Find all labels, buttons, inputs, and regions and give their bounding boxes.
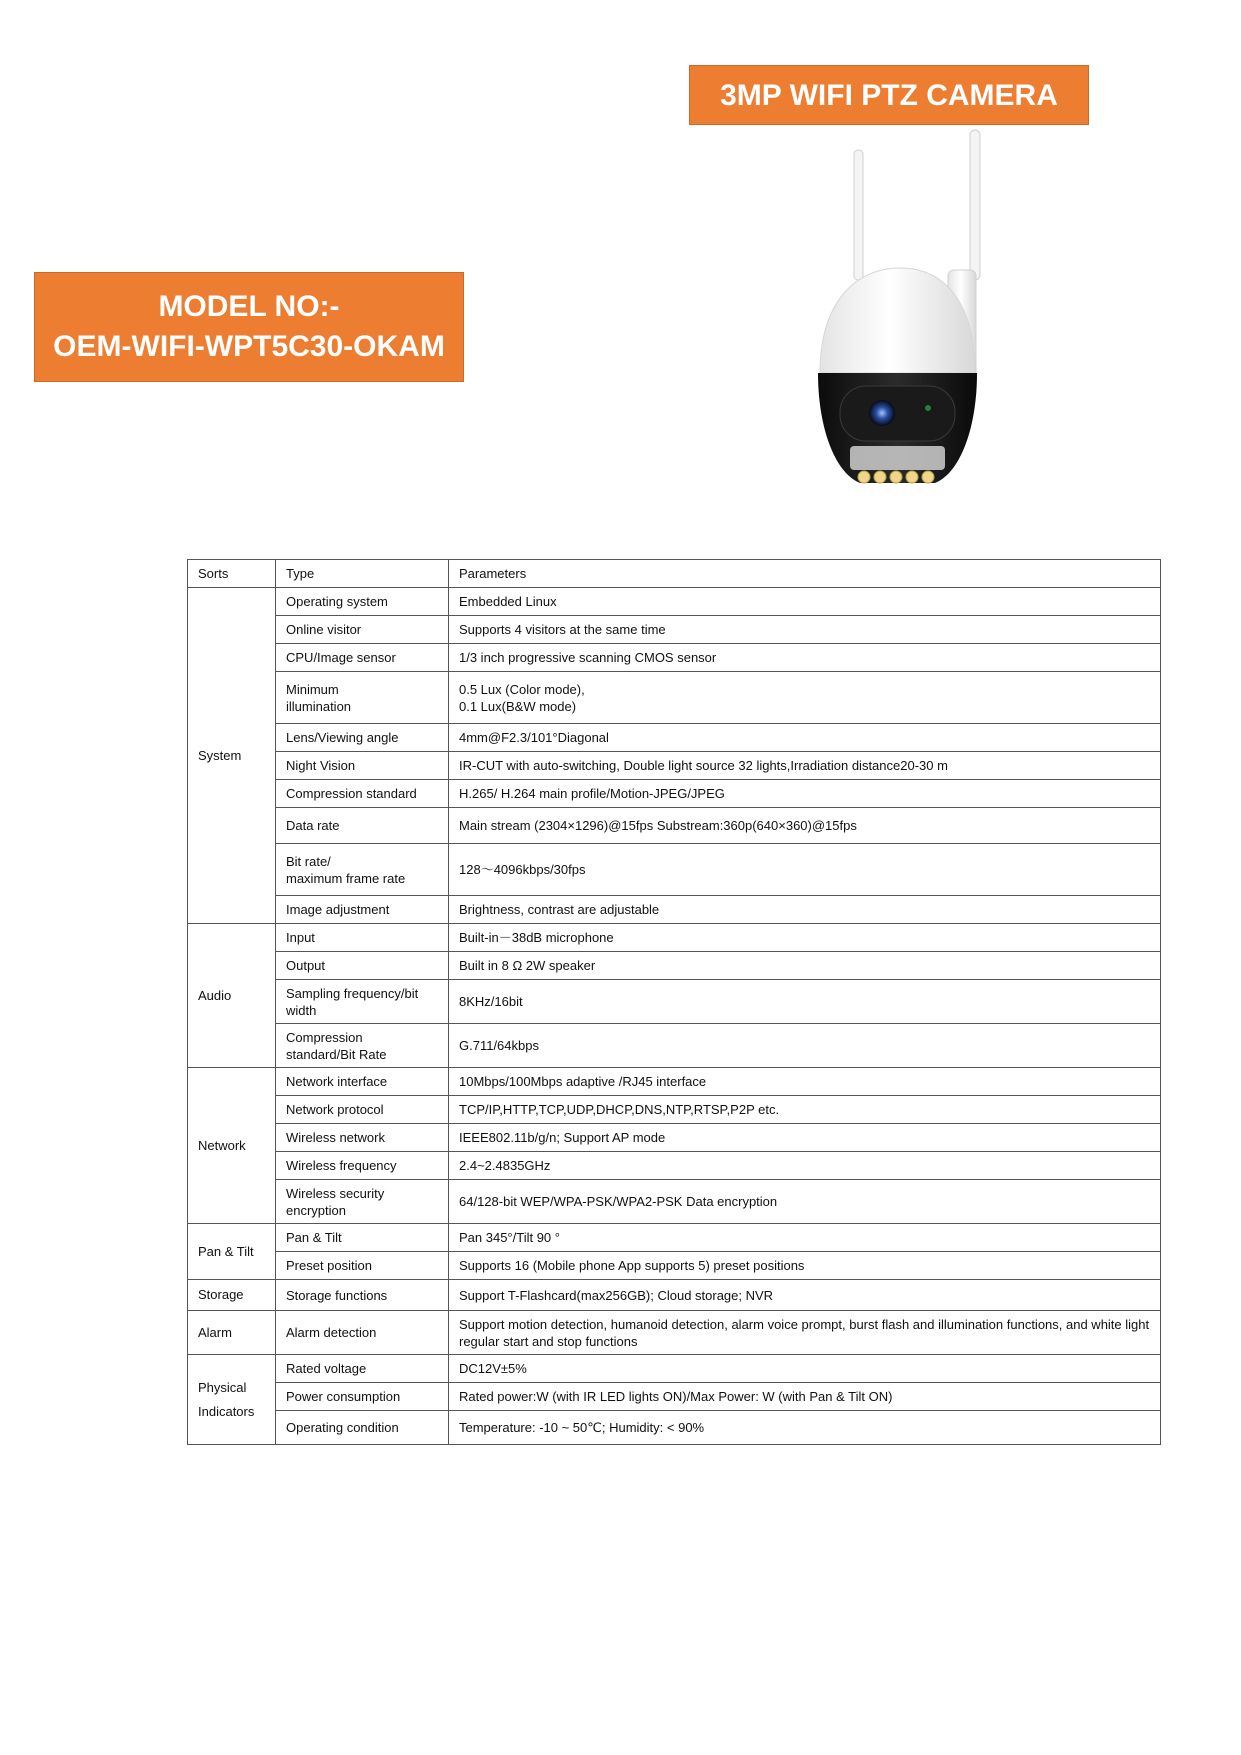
type-cell: Pan & Tilt xyxy=(276,1224,449,1252)
parameter-cell: Supports 4 visitors at the same time xyxy=(449,616,1161,644)
parameter-cell: Embedded Linux xyxy=(449,588,1161,616)
ptz-camera-image xyxy=(760,128,1000,548)
type-cell: Night Vision xyxy=(276,752,449,780)
left-antenna xyxy=(854,150,863,280)
table-header-row xyxy=(188,560,1161,588)
table-header-cell: Sorts xyxy=(188,560,276,588)
type-cell: Image adjustment xyxy=(276,896,449,924)
type-cell: Alarm detection xyxy=(276,1311,449,1355)
sort-cell: System xyxy=(188,588,276,924)
table-header-cell: Parameters xyxy=(449,560,1161,588)
status-led-icon xyxy=(925,405,931,411)
parameter-cell: H.265/ H.264 main profile/Motion-JPEG/JPEG xyxy=(449,780,1161,808)
parameter-cell: 1/3 inch progressive scanning CMOS sensor xyxy=(449,644,1161,672)
table-row xyxy=(188,1096,1161,1124)
type-cell: Network protocol xyxy=(276,1096,449,1124)
ir-light-array xyxy=(850,446,945,470)
type-cell: Bit rate/ maximum frame rate xyxy=(276,844,449,896)
table-row xyxy=(188,1180,1161,1224)
table-row xyxy=(188,752,1161,780)
type-cell: Input xyxy=(276,924,449,952)
type-cell: Output xyxy=(276,952,449,980)
table-row xyxy=(188,1280,1161,1311)
type-cell: Wireless security encryption xyxy=(276,1180,449,1224)
sort-cell: Network xyxy=(188,1068,276,1224)
type-cell: Operating system xyxy=(276,588,449,616)
table-row xyxy=(188,588,1161,616)
specification-table xyxy=(187,559,1161,1445)
parameter-cell: Built-in－38dB microphone xyxy=(449,924,1161,952)
table-row xyxy=(188,1355,1161,1383)
parameter-cell: Pan 345°/Tilt 90 ° xyxy=(449,1224,1161,1252)
parameter-cell: 64/128-bit WEP/WPA-PSK/WPA2-PSK Data encryption xyxy=(449,1180,1161,1224)
parameter-cell: TCP/IP,HTTP,TCP,UDP,DHCP,DNS,NTP,RTSP,P2P etc. xyxy=(449,1096,1161,1124)
model-label: MODEL NO:- xyxy=(158,290,340,323)
type-cell: Online visitor xyxy=(276,616,449,644)
table-row xyxy=(188,1124,1161,1152)
table-row xyxy=(188,780,1161,808)
sort-cell: Alarm xyxy=(188,1311,276,1355)
table-header-cell: Type xyxy=(276,560,449,588)
table-row xyxy=(188,1252,1161,1280)
parameter-cell: Supports 16 (Mobile phone App supports 5) preset positions xyxy=(449,1252,1161,1280)
parameter-cell: Main stream (2304×1296)@15fps Substream:360p(640×360)@15fps xyxy=(449,808,1161,844)
type-cell: Compression standard xyxy=(276,780,449,808)
table-row xyxy=(188,1152,1161,1180)
parameter-cell: Rated power:W (with IR LED lights ON)/Max Power: W (with Pan & Tilt ON) xyxy=(449,1383,1161,1411)
lens-icon xyxy=(869,400,895,426)
type-cell: Compression standard/Bit Rate xyxy=(276,1024,449,1068)
type-cell: Network interface xyxy=(276,1068,449,1096)
table-row xyxy=(188,616,1161,644)
parameter-cell: 0.5 Lux (Color mode), 0.1 Lux(B&W mode) xyxy=(449,672,1161,724)
table-row xyxy=(188,1024,1161,1068)
parameter-cell: 4mm@F2.3/101°Diagonal xyxy=(449,724,1161,752)
type-cell: Minimum illumination xyxy=(276,672,449,724)
parameter-cell: IR-CUT with auto-switching, Double light source 32 lights,Irradiation distance20-30 m xyxy=(449,752,1161,780)
sort-cell: Pan & Tilt xyxy=(188,1224,276,1280)
table-row xyxy=(188,1224,1161,1252)
parameter-cell: Support T-Flashcard(max256GB); Cloud storage; NVR xyxy=(449,1280,1161,1311)
sort-cell: Physical Indicators xyxy=(188,1355,276,1445)
type-cell: Storage functions xyxy=(276,1280,449,1311)
table-row xyxy=(188,724,1161,752)
parameter-cell: Brightness, contrast are adjustable xyxy=(449,896,1161,924)
table-row xyxy=(188,924,1161,952)
table-row xyxy=(188,672,1161,724)
table-row xyxy=(188,1068,1161,1096)
sort-cell: Storage xyxy=(188,1280,276,1311)
type-cell: Data rate xyxy=(276,808,449,844)
parameter-cell: Built in 8 Ω 2W speaker xyxy=(449,952,1161,980)
table-row xyxy=(188,1411,1161,1445)
type-cell: Lens/Viewing angle xyxy=(276,724,449,752)
model-number: OEM-WIFI-WPT5C30-OKAM xyxy=(53,330,445,363)
table-row xyxy=(188,844,1161,896)
table-row xyxy=(188,1311,1161,1355)
table-row xyxy=(188,896,1161,924)
camera-face xyxy=(840,386,955,441)
parameter-cell: Temperature: -10 ~ 50℃; Humidity: < 90% xyxy=(449,1411,1161,1445)
type-cell: Operating condition xyxy=(276,1411,449,1445)
type-cell: Preset position xyxy=(276,1252,449,1280)
parameter-cell: 10Mbps/100Mbps adaptive /RJ45 interface xyxy=(449,1068,1161,1096)
type-cell: Power consumption xyxy=(276,1383,449,1411)
parameter-cell: 8KHz/16bit xyxy=(449,980,1161,1024)
parameter-cell: Support motion detection, humanoid detection, alarm voice prompt, burst flash and illumination functions, and white light regular start and stop functions xyxy=(449,1311,1161,1355)
product-title-banner: 3MP WIFI PTZ CAMERA xyxy=(689,65,1089,125)
type-cell: CPU/Image sensor xyxy=(276,644,449,672)
parameter-cell: 2.4~2.4835GHz xyxy=(449,1152,1161,1180)
table-row xyxy=(188,644,1161,672)
parameter-cell: G.711/64kbps xyxy=(449,1024,1161,1068)
type-cell: Rated voltage xyxy=(276,1355,449,1383)
type-cell: Wireless frequency xyxy=(276,1152,449,1180)
parameter-cell: DC12V±5% xyxy=(449,1355,1161,1383)
right-antenna xyxy=(970,130,980,280)
parameter-cell: 128～4096kbps/30fps xyxy=(449,844,1161,896)
table-row xyxy=(188,1383,1161,1411)
type-cell: Wireless network xyxy=(276,1124,449,1152)
model-number-banner xyxy=(34,272,464,382)
table-row xyxy=(188,952,1161,980)
sort-cell: Audio xyxy=(188,924,276,1068)
parameter-cell: IEEE802.11b/g/n; Support AP mode xyxy=(449,1124,1161,1152)
table-row xyxy=(188,980,1161,1024)
type-cell: Sampling frequency/bit width xyxy=(276,980,449,1024)
table-row xyxy=(188,808,1161,844)
